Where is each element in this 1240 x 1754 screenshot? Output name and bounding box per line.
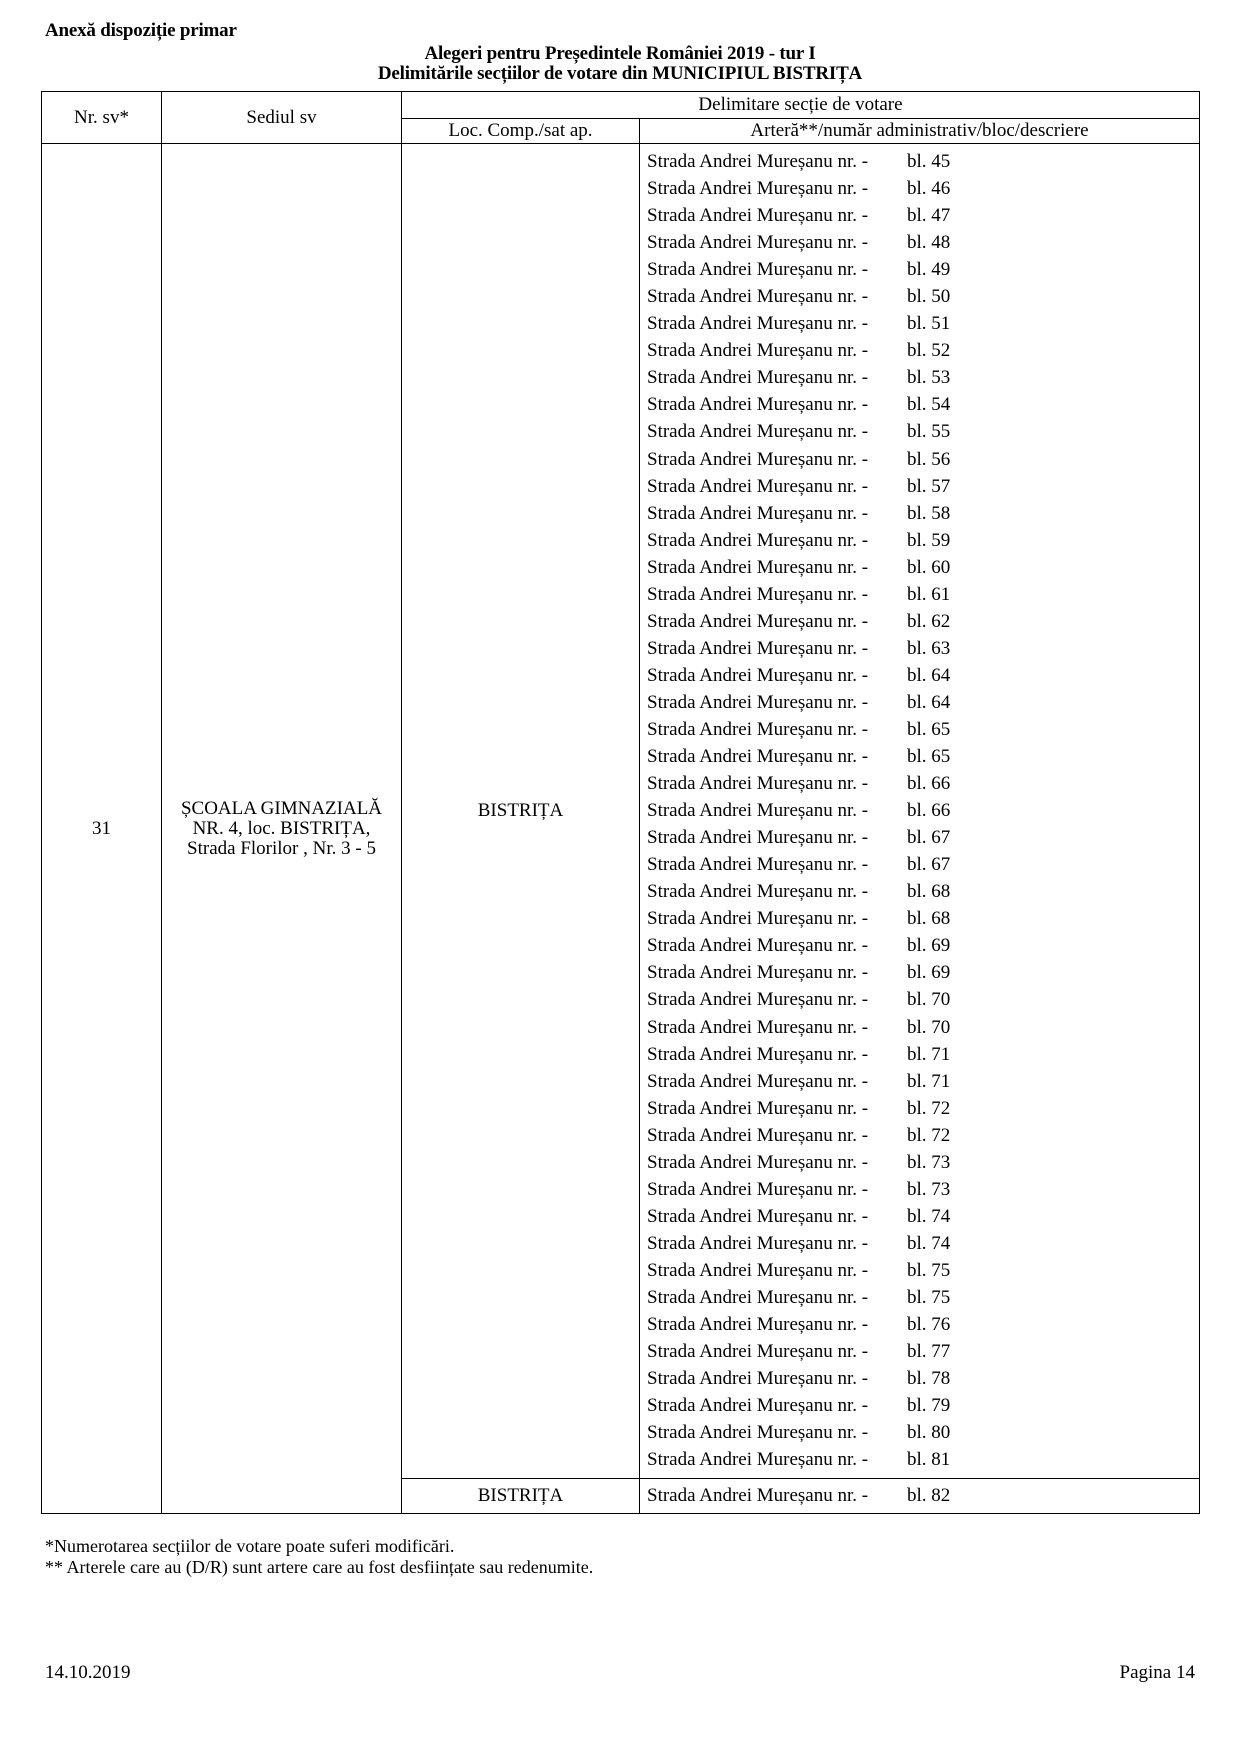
- locality: BISTRIȚA: [402, 144, 640, 1479]
- street-line: [640, 770, 1199, 797]
- column-header-artera: Arteră**/număr administrativ/bloc/descriere: [640, 119, 1200, 144]
- street-line: [640, 581, 1199, 608]
- street-name: Strada Andrei Mureșanu nr. -: [647, 1485, 869, 1507]
- street-name: Strada Andrei Mureșanu nr. -: [647, 637, 869, 659]
- street-block: bl. 47: [907, 205, 951, 227]
- street-line: [640, 1365, 1199, 1392]
- street-block: bl. 82: [907, 1485, 951, 1507]
- street-block: bl. 72: [907, 1097, 951, 1119]
- street-line: [640, 1122, 1199, 1149]
- street-block: bl. 74: [907, 1205, 951, 1227]
- street-block: bl. 81: [907, 1449, 951, 1471]
- street-name: Strada Andrei Mureșanu nr. -: [647, 854, 869, 876]
- street-line: [640, 824, 1199, 851]
- street-block: bl. 56: [907, 448, 951, 470]
- street-line: [640, 554, 1199, 581]
- street-line: [640, 743, 1199, 770]
- street-block: bl. 66: [907, 773, 951, 795]
- street-block: bl. 59: [907, 529, 951, 551]
- street-name: Strada Andrei Mureșanu nr. -: [647, 1151, 869, 1173]
- street-name: Strada Andrei Mureșanu nr. -: [647, 1395, 869, 1417]
- street-block: bl. 75: [907, 1286, 951, 1308]
- street-name: Strada Andrei Mureșanu nr. -: [647, 367, 869, 389]
- street-name: Strada Andrei Mureșanu nr. -: [647, 773, 869, 795]
- street-line: [640, 446, 1199, 473]
- street-block: bl. 71: [907, 1070, 951, 1092]
- street-name: Strada Andrei Mureșanu nr. -: [647, 1422, 869, 1444]
- street-block: bl. 76: [907, 1314, 951, 1336]
- street-line: [640, 229, 1199, 256]
- street-line: [640, 1257, 1199, 1284]
- street-line: [640, 310, 1199, 337]
- street-name: Strada Andrei Mureșanu nr. -: [647, 800, 869, 822]
- street-name: Strada Andrei Mureșanu nr. -: [647, 1341, 869, 1363]
- street-block: bl. 64: [907, 664, 951, 686]
- street-name: Strada Andrei Mureșanu nr. -: [647, 529, 869, 551]
- street-block: bl. 65: [907, 746, 951, 768]
- street-line: [640, 689, 1199, 716]
- street-block: bl. 69: [907, 935, 951, 957]
- street-block: bl. 75: [907, 1259, 951, 1281]
- street-line: [640, 986, 1199, 1013]
- street-name: Strada Andrei Mureșanu nr. -: [647, 151, 869, 172]
- column-header-nr: Nr. sv*: [42, 92, 162, 144]
- street-name: Strada Andrei Mureșanu nr. -: [647, 935, 869, 957]
- street-block: bl. 73: [907, 1178, 951, 1200]
- street-line: [640, 1338, 1199, 1365]
- street-name: Strada Andrei Mureșanu nr. -: [647, 583, 869, 605]
- column-header-sediu: Sediul sv: [162, 92, 402, 144]
- street-line: [640, 1284, 1199, 1311]
- street-block: bl. 55: [907, 421, 951, 443]
- street-block: bl. 58: [907, 502, 951, 524]
- street-name: Strada Andrei Mureșanu nr. -: [647, 340, 869, 362]
- street-block: bl. 51: [907, 313, 951, 335]
- street-line: [640, 1419, 1199, 1446]
- street-name: Strada Andrei Mureșanu nr. -: [647, 1232, 869, 1254]
- street-block: bl. 77: [907, 1341, 951, 1363]
- street-block: bl. 70: [907, 989, 951, 1011]
- street-line: [640, 1311, 1199, 1338]
- street-line: [640, 1479, 1200, 1514]
- street-name: Strada Andrei Mureșanu nr. -: [647, 691, 869, 713]
- street-block: bl. 45: [907, 151, 951, 172]
- street-block: bl. 63: [907, 637, 951, 659]
- street-line: [640, 148, 1199, 175]
- street-block: bl. 54: [907, 394, 951, 416]
- street-list: [640, 144, 1200, 1479]
- station-address-line: Strada Florilor , Nr. 3 - 5: [187, 837, 376, 859]
- street-line: [640, 1203, 1199, 1230]
- street-block: bl. 79: [907, 1395, 951, 1417]
- street-block: bl. 66: [907, 800, 951, 822]
- street-name: Strada Andrei Mureșanu nr. -: [647, 1043, 869, 1065]
- street-line: [640, 391, 1199, 418]
- footnote: ** Arterele care au (D/R) sunt artere care au fost desființate sau redenumite.: [45, 1557, 594, 1577]
- street-block: bl. 48: [907, 232, 951, 254]
- footnote: *Numerotarea secțiilor de votare poate suferi modificări.: [45, 1536, 455, 1556]
- street-block: bl. 61: [907, 583, 951, 605]
- table-row: [42, 144, 1200, 1479]
- document-title: Alegeri pentru Președintele României 2019 - tur I: [424, 43, 816, 64]
- street-name: Strada Andrei Mureșanu nr. -: [647, 1259, 869, 1281]
- street-name: Strada Andrei Mureșanu nr. -: [647, 178, 869, 200]
- street-line: [640, 797, 1199, 824]
- street-block: bl. 67: [907, 827, 951, 849]
- street-line: [640, 959, 1199, 986]
- street-name: Strada Andrei Mureșanu nr. -: [647, 1449, 869, 1471]
- street-block: bl. 60: [907, 556, 951, 578]
- polling-stations-table: [41, 91, 1200, 1514]
- street-block: bl. 68: [907, 881, 951, 903]
- street-name: Strada Andrei Mureșanu nr. -: [647, 502, 869, 524]
- document-subtitle: Delimitările secțiilor de votare din MUNICIPIUL BISTRIȚA: [377, 63, 863, 84]
- street-line: [640, 500, 1199, 527]
- street-line: [640, 1095, 1199, 1122]
- street-name: Strada Andrei Mureșanu nr. -: [647, 827, 869, 849]
- street-line: [640, 1446, 1199, 1473]
- street-block: bl. 52: [907, 340, 951, 362]
- page-number: Pagina 14: [1119, 1662, 1195, 1683]
- street-block: bl. 78: [907, 1368, 951, 1390]
- street-name: Strada Andrei Mureșanu nr. -: [647, 1205, 869, 1227]
- street-name: Strada Andrei Mureșanu nr. -: [647, 908, 869, 930]
- column-header-loc: Loc. Comp./sat ap.: [402, 119, 640, 144]
- street-name: Strada Andrei Mureșanu nr. -: [647, 610, 869, 632]
- street-name: Strada Andrei Mureșanu nr. -: [647, 1314, 869, 1336]
- street-block: bl. 68: [907, 908, 951, 930]
- street-block: bl. 50: [907, 286, 951, 308]
- street-name: Strada Andrei Mureșanu nr. -: [647, 718, 869, 740]
- street-name: Strada Andrei Mureșanu nr. -: [647, 1016, 869, 1038]
- street-name: Strada Andrei Mureșanu nr. -: [647, 1178, 869, 1200]
- street-line: [640, 1176, 1199, 1203]
- street-line: [640, 337, 1199, 364]
- street-name: Strada Andrei Mureșanu nr. -: [647, 989, 869, 1011]
- street-block: bl. 73: [907, 1151, 951, 1173]
- street-name: Strada Andrei Mureșanu nr. -: [647, 556, 869, 578]
- street-line: [640, 1041, 1199, 1068]
- station-address: [162, 144, 402, 1514]
- street-block: bl. 62: [907, 610, 951, 632]
- street-line: [640, 1014, 1199, 1041]
- street-block: bl. 69: [907, 962, 951, 984]
- street-name: Strada Andrei Mureșanu nr. -: [647, 421, 869, 443]
- street-block: bl. 65: [907, 718, 951, 740]
- street-line: [640, 364, 1199, 391]
- street-name: Strada Andrei Mureșanu nr. -: [647, 664, 869, 686]
- street-block: bl. 46: [907, 178, 951, 200]
- street-line: [640, 932, 1199, 959]
- street-name: Strada Andrei Mureșanu nr. -: [647, 1124, 869, 1146]
- street-line: [640, 202, 1199, 229]
- street-name: Strada Andrei Mureșanu nr. -: [647, 286, 869, 308]
- street-line: [640, 608, 1199, 635]
- street-block: bl. 74: [907, 1232, 951, 1254]
- street-name: Strada Andrei Mureșanu nr. -: [647, 1368, 869, 1390]
- street-line: [640, 1392, 1199, 1419]
- street-line: [640, 473, 1199, 500]
- street-name: Strada Andrei Mureșanu nr. -: [647, 475, 869, 497]
- annex-label: Anexă dispoziție primar: [45, 20, 237, 41]
- street-name: Strada Andrei Mureșanu nr. -: [647, 232, 869, 254]
- street-block: bl. 57: [907, 475, 951, 497]
- street-line: [640, 905, 1199, 932]
- street-line: [640, 662, 1199, 689]
- street-line: [640, 418, 1199, 445]
- station-address-line: NR. 4, loc. BISTRIȚA,: [192, 817, 371, 839]
- street-name: Strada Andrei Mureșanu nr. -: [647, 962, 869, 984]
- street-block: bl. 49: [907, 259, 951, 281]
- street-name: Strada Andrei Mureșanu nr. -: [647, 205, 869, 227]
- street-line: [640, 851, 1199, 878]
- street-name: Strada Andrei Mureșanu nr. -: [647, 313, 869, 335]
- street-block: bl. 71: [907, 1043, 951, 1065]
- street-line: [640, 527, 1199, 554]
- street-block: bl. 72: [907, 1124, 951, 1146]
- street-block: bl. 70: [907, 1016, 951, 1038]
- street-name: Strada Andrei Mureșanu nr. -: [647, 1286, 869, 1308]
- station-number: 31: [42, 144, 162, 1514]
- street-line: [640, 878, 1199, 905]
- street-name: Strada Andrei Mureșanu nr. -: [647, 881, 869, 903]
- street-line: [640, 635, 1199, 662]
- street-line: [640, 1230, 1199, 1257]
- street-block: bl. 64: [907, 691, 951, 713]
- street-name: Strada Andrei Mureșanu nr. -: [647, 394, 869, 416]
- street-block: bl. 80: [907, 1422, 951, 1444]
- street-name: Strada Andrei Mureșanu nr. -: [647, 448, 869, 470]
- station-address-line: ȘCOALA GIMNAZIALĂ: [180, 797, 383, 819]
- street-line: [640, 1149, 1199, 1176]
- street-line: [640, 175, 1199, 202]
- column-header-delimitare: Delimitare secție de votare: [402, 92, 1200, 119]
- footer-date: 14.10.2019: [45, 1662, 131, 1683]
- street-line: [640, 716, 1199, 743]
- street-line: [640, 256, 1199, 283]
- street-line: [640, 283, 1199, 310]
- street-block: bl. 67: [907, 854, 951, 876]
- street-name: Strada Andrei Mureșanu nr. -: [647, 1097, 869, 1119]
- street-name: Strada Andrei Mureșanu nr. -: [647, 1070, 869, 1092]
- street-block: bl. 53: [907, 367, 951, 389]
- street-name: Strada Andrei Mureșanu nr. -: [647, 259, 869, 281]
- street-name: Strada Andrei Mureșanu nr. -: [647, 746, 869, 768]
- street-line: [640, 1068, 1199, 1095]
- locality: BISTRIȚA: [402, 1479, 640, 1514]
